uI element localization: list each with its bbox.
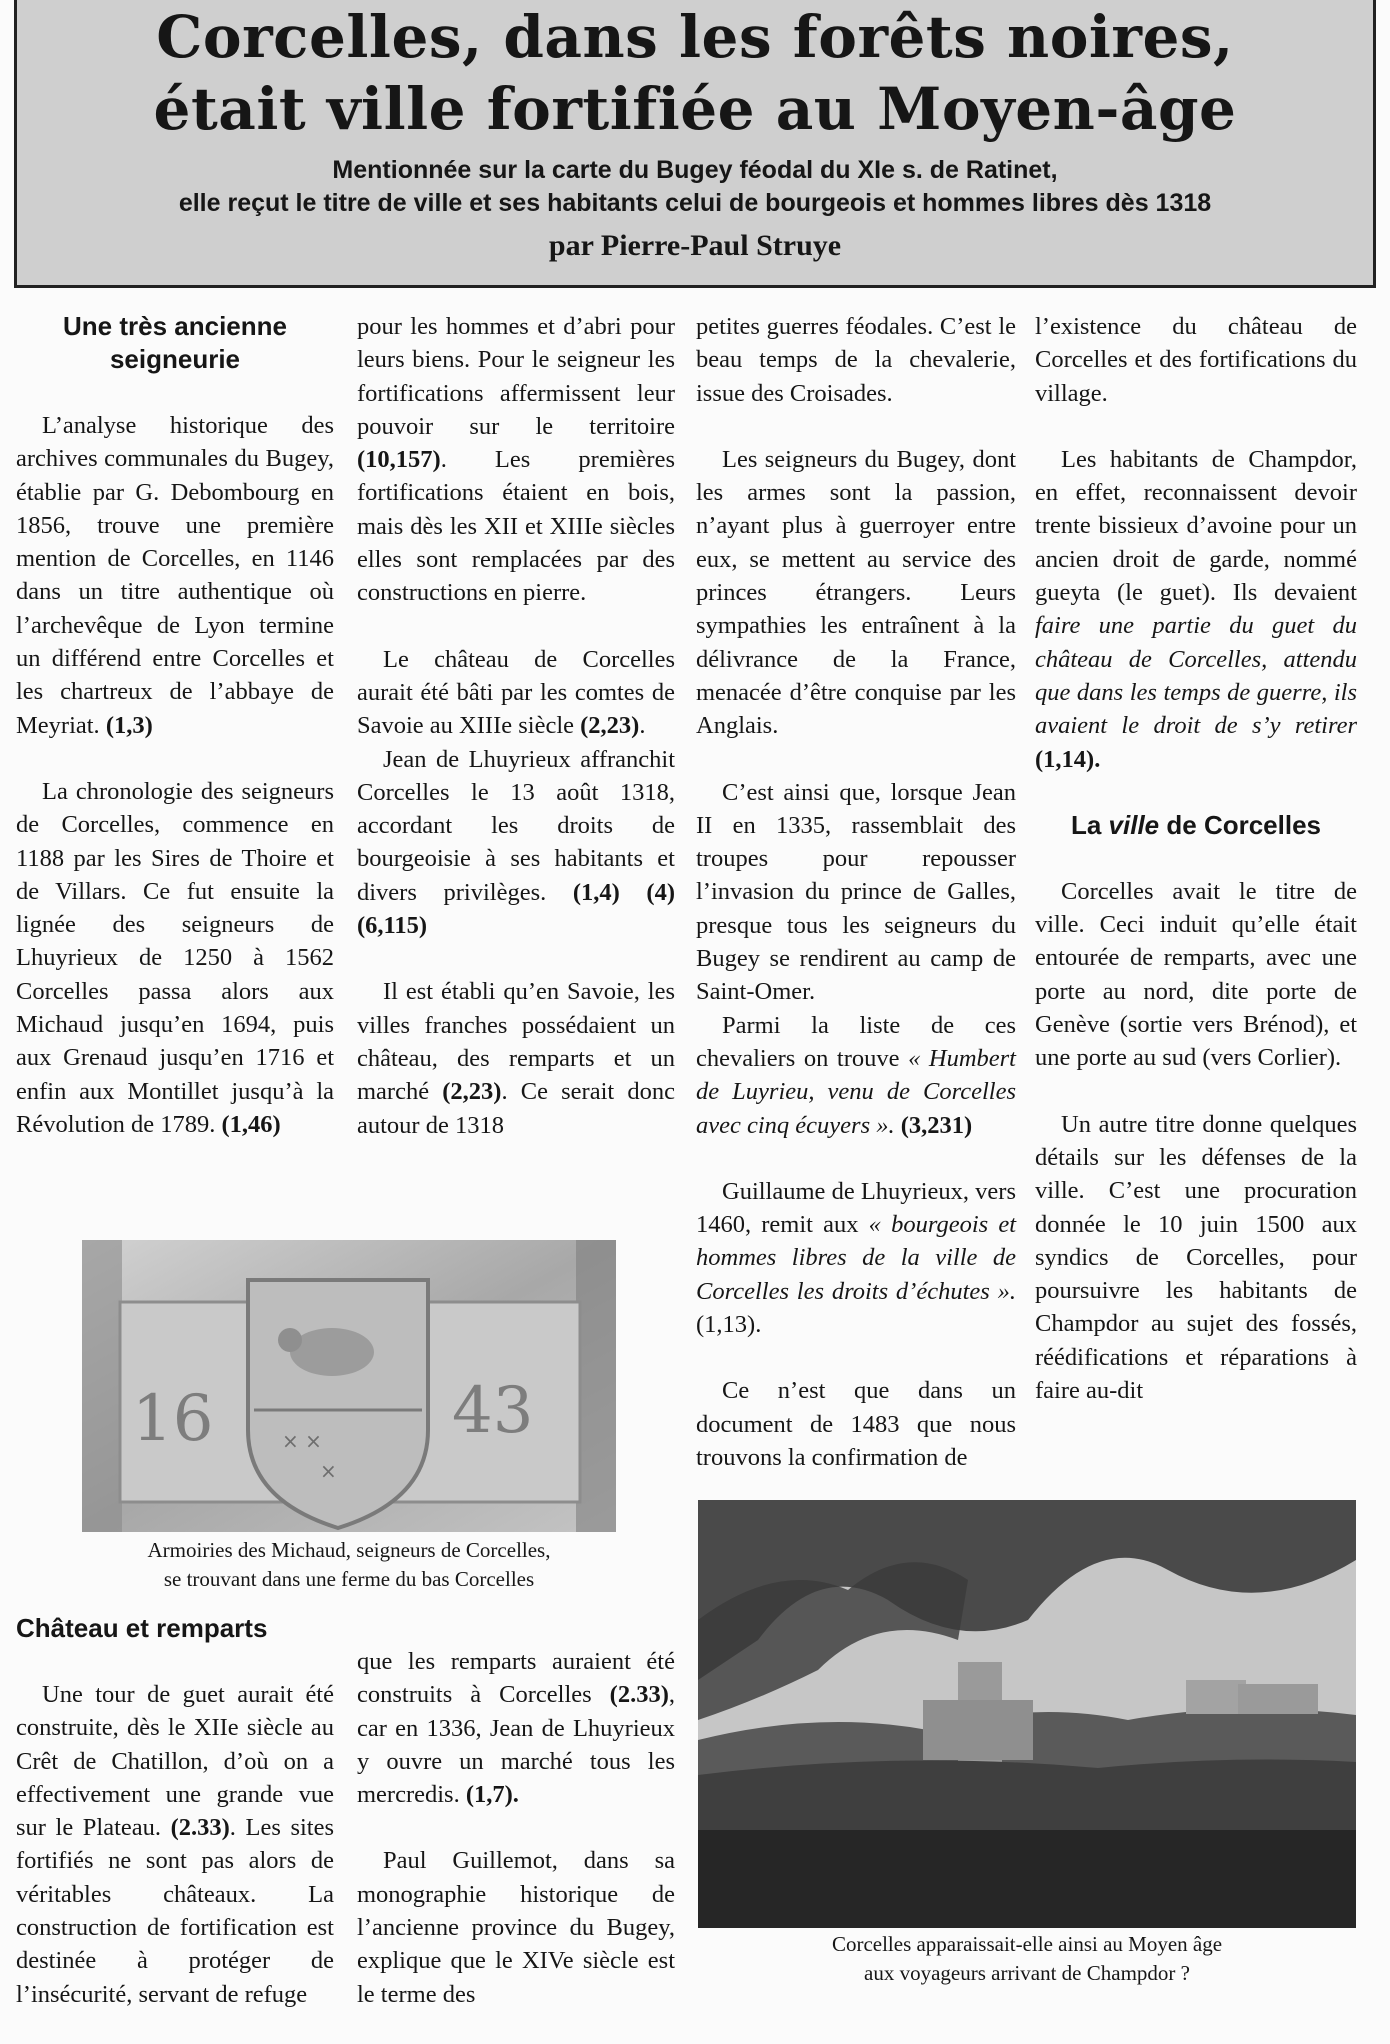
village-illustration <box>698 1500 1356 1928</box>
paragraph: pour les hommes et d’abri pour leurs biens. Pour le seigneur les fortifications affermissent leur pouvoir sur le territoire (10,157). Les premières fortifications étaient en bois, mais dès les XII et XIIIe siècles elles sont remplacées par des constructions en pierre. <box>357 313 675 607</box>
paragraph: Les habitants de Champdor, en effet, reconnaissent devoir trente bissieux d’avoine pour un ancien droit de garde, nommé gueyta (le guet). Ils devaient faire une partie du guet du château de Corcelles, attendu que dans les temps de guerre, ils avaient le droit de s’y retirer (1,14). <box>1035 445 1357 773</box>
reference: (2,23) <box>442 1078 502 1106</box>
reference: (1,46) <box>221 1110 281 1138</box>
reference: (2.33) <box>609 1681 669 1709</box>
paragraph: Corcelles avait le titre de ville. Ceci induit qu’elle était entourée de remparts, avec une porte au nord, dite porte de Genève (sortie vers Brénod), et une porte au sud (vers Corlier). <box>1035 877 1357 1072</box>
column-2-bottom <box>357 1645 675 2044</box>
paragraph: Une tour de guet aurait été construite, dès le XIIe siècle au Crêt de Chatillon, d’où on a effectivement une grande vue sur le Plateau. (2.33). Les sites fortifiés ne sont pas alors de véritables châteaux. La construction de fortification est destinée à protéger de l’insécurité, servant de refuge <box>16 1681 334 2008</box>
paragraph: La chronologie des seigneurs de Corcelles, commence en 1188 par les Sires de Thoire et de Villars. Ce fut ensuite la lignée des seigneurs de Lhuyrieux de 1250 à 1562 Corcelles passa alors aux Michaud jusqu’en 1694, puis aux Grenaud jusqu’en 1716 et enfin aux Montillet jusqu’à la Révolution de 1789. (1,46) <box>16 777 334 1138</box>
article-header <box>14 0 1376 288</box>
quote: « Humbert de Luyrieu, venu de Corcelles avec cinq écuyers ». <box>696 1044 1016 1139</box>
reference: (2,23) <box>580 712 640 740</box>
svg-text:×: × <box>320 1459 337 1483</box>
paragraph: L’analyse historique des archives communales du Bugey, établie par G. Debombourg en 1856, trouve une première mention de Corcelles, en 1146 dans un titre authentique où l’archevêque de Lyon termine un différend entre Corcelles et les chartreux de l’abbaye de Meyriat. (1,3) <box>16 412 334 739</box>
subtitle-line2: elle reçut le titre de ville et ses habitants celui de bourgeois et hommes libres dès 1318 <box>178 189 1212 217</box>
paragraph: Paul Guillemot, dans sa monographie historique de l’ancienne province du Bugey, explique que le XIVe siècle est le terme des <box>357 1847 675 2008</box>
paragraph: Le château de Corcelles aurait été bâti par les comtes de Savoie au XIIIe siècle (2,23). <box>357 645 675 740</box>
paragraph: que les remparts auraient été construits à Corcelles (2.33), car en 1336, Jean de Lhuyrieux y ouvre un marché tous les mercredis. (1,7). <box>357 1648 675 1809</box>
column-3 <box>696 310 1016 1507</box>
column-2 <box>357 310 675 1175</box>
article-title-line2: était ville fortifiée au Moyen-âge <box>153 75 1237 143</box>
svg-text:× ×: × × <box>282 1429 322 1453</box>
landscape-photo <box>698 1500 1356 1928</box>
column-1-bottom <box>16 1612 334 2044</box>
paragraph: petites guerres féodales. C’est le beau temps de la chevalerie, issue des Croisades. <box>696 313 1016 407</box>
paragraph: Ce n’est que dans un document de 1483 que nous trouvons la confirmation de <box>696 1377 1016 1471</box>
quote: faire une partie du guet du château de Corcelles, attendu que dans les temps de guerre, ils avaient le droit de s’y retirer <box>1035 612 1357 740</box>
paragraph: Jean de Lhuyrieux affranchit Corcelles le 13 août 1318, accordant les droits de bourgeoisie à ses habitants et divers privilèges. (1,4) (4) (6,115) <box>357 745 675 940</box>
coat-of-arms-illustration <box>82 1240 616 1532</box>
reference: (1,4) (4) (6,115) <box>357 878 675 940</box>
reference: (1,14). <box>1035 745 1101 773</box>
reference: (10,157) <box>357 446 441 474</box>
photo-caption: Armoiries des Michaud, seigneurs de Corcelles, se trouvant dans une ferme du bas Corcelles <box>147 1538 551 1591</box>
paragraph: Guillaume de Lhuyrieux, vers 1460, remit aux « bourgeois et hommes libres de la ville de Corcelles les droits d’échutes ». (1,13). <box>696 1177 1017 1339</box>
coat-of-arms-photo <box>82 1240 616 1532</box>
date-carving-left: 16 <box>132 1382 214 1456</box>
section-heading-seigneurie: Une très ancienne seigneurie <box>63 311 287 374</box>
photo-caption: Corcelles apparaissait-elle ainsi au Moyen âge aux voyageurs arrivant de Champdor ? <box>831 1932 1223 1985</box>
section-heading-ville: La ville de Corcelles <box>1070 809 1322 840</box>
reference: (1,7). <box>465 1781 519 1809</box>
byline: par Pierre-Paul Struye <box>548 229 842 262</box>
reference: (1,3) <box>105 711 153 739</box>
reference: (2.33) <box>170 1814 230 1842</box>
paragraph: l’existence du château de Corcelles et des fortifications du village. <box>1035 313 1357 407</box>
subtitle-line1: Mentionnée sur la carte du Bugey féodal du XIe s. de Ratinet, <box>332 156 1058 184</box>
reference: (3,231) <box>900 1111 973 1139</box>
column-4 <box>1035 310 1357 1440</box>
paragraph: Parmi la liste de ces chevaliers on trouve « Humbert de Luyrieu, venu de Corcelles avec cinq écuyers ». (3,231) <box>696 1011 1016 1139</box>
column-1 <box>16 310 334 1174</box>
quote: « bourgeois et hommes libres de la ville de Corcelles les droits d’échutes ». <box>696 1211 1017 1305</box>
date-carving-right: 43 <box>452 1374 534 1448</box>
paragraph: C’est ainsi que, lorsque Jean II en 1335, rassemblait des troupes pour repousser l’invasion du prince de Galles, presque tous les seigneurs du Bugey se rendirent au camp de Saint-Omer. <box>696 778 1016 1006</box>
article-title-line1: Corcelles, dans les forêts noires, <box>156 3 1234 71</box>
paragraph: Un autre titre donne quelques détails sur les défenses de la ville. C’est une procuration donnée le 10 juin 1500 aux syndics de Corcelles, pour poursuivre les habitants de Champdor au sujet des fossés, réédifications et réparations à faire au-dit <box>1035 1110 1357 1405</box>
paragraph: Il est établi qu’en Savoie, les villes franches possédaient un château, des remparts et un marché (2,23). Ce serait donc autour de 1318 <box>357 978 675 1139</box>
section-heading-chateau: Château et remparts <box>16 1613 268 1643</box>
reference: (1,13). <box>696 1311 762 1339</box>
paragraph: Les seigneurs du Bugey, dont les armes sont la passion, n’ayant plus à guerroyer entre eux, se mettent au service des princes étrangers. Leurs sympathies les entraînent à la délivrance de la France, menacée d’être conquise par les Anglais. <box>696 445 1016 740</box>
